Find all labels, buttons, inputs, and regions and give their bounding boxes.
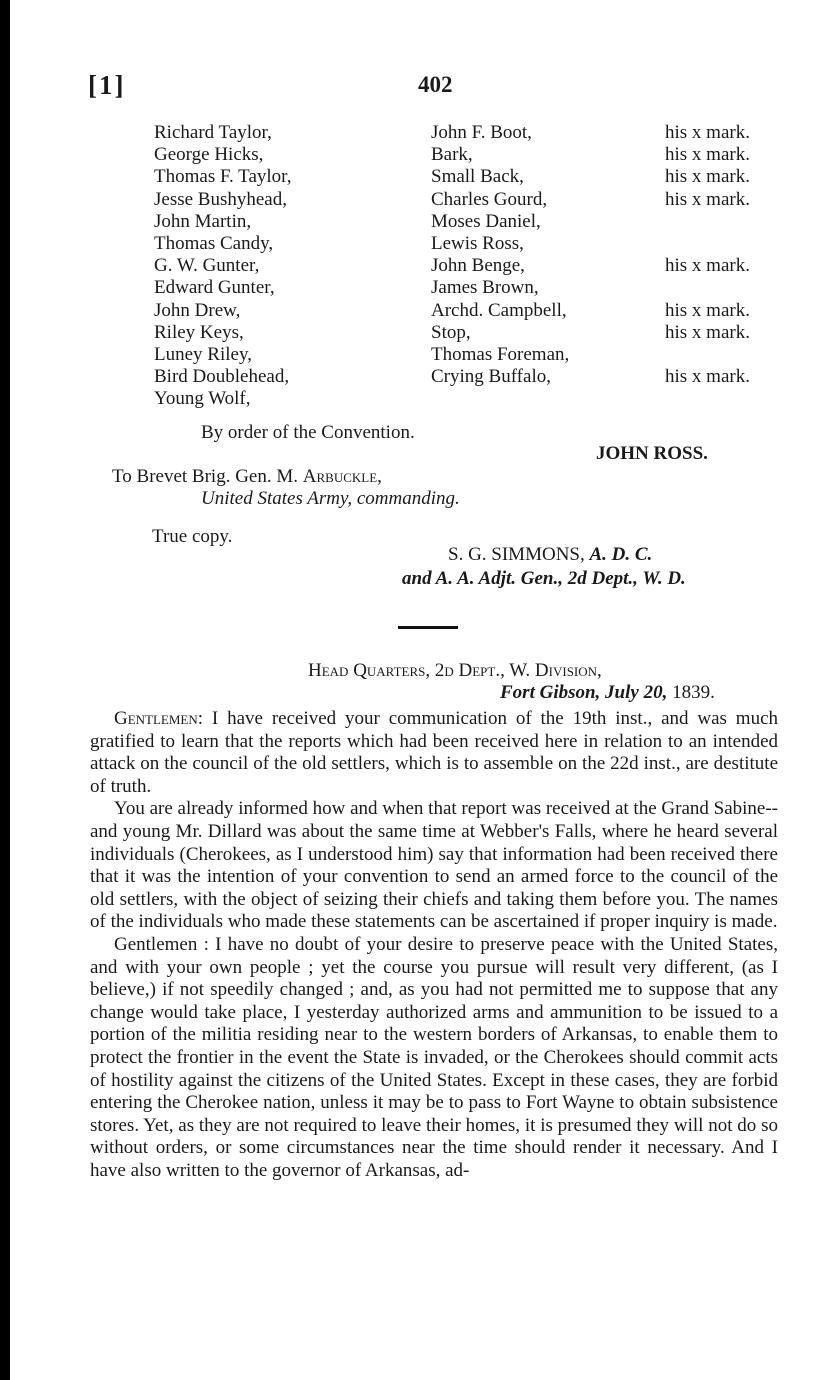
signature-mark: his x mark. [665,366,750,388]
copy-signer-name: S. G. SIMMONS, [448,544,585,565]
copy-signer-title: A. D. C. [589,544,653,565]
letter-year: 1839. [667,682,715,703]
signature-row [0,322,818,344]
signature-middle-name: Bark, [431,144,473,166]
signature-row [0,166,818,188]
salutation: Gentlemen [114,708,198,729]
signature-left-name: John Martin, [154,210,252,232]
convention-signer: JOHN ROSS. [596,443,708,464]
signature-middle-name: James Brown, [431,277,539,299]
signature-row [0,233,818,255]
signature-middle-name: Crying Buffalo, [431,366,551,388]
signature-row [0,388,818,410]
paragraph-3: Gentlemen : I have no doubt of your desire to preserve peace with the United States, and with your own people ; yet the course you pursue will result very different, (as I believe,) if not speedily changed ; and, as you had not permitted me to suppose that any change would take place, I yesterday authorized arms and ammunition to be issued to a portion of the militia residing near to the western borders of Arkansas, to enable them to protect the frontier in the event the State is invaded, or the Cherokees should commit acts of hostility against the citizens of the United States. Except in these cases, they are forbid entering the Cherokee nation, unless it may be to pass to Fort Wayne to obtain subsistence stores. Yet, as they are not required to leave their homes, it is presumed they will not do so without orders, or some circumstances near the time should render it necessary. And I have also written to the governor of Arkansas, ad- [90,933,778,1181]
signature-mark: his x mark. [665,144,750,166]
signature-list [0,122,818,410]
signature-left-name: John Drew, [154,299,241,321]
signature-middle-name: Stop, [431,321,471,343]
signature-middle-name: Lewis Ross, [431,232,524,254]
page-number: 402 [418,72,453,97]
signature-middle-name: Moses Daniel, [431,210,541,232]
true-copy-label: True copy. [152,526,233,547]
addressee-line-1 [112,466,382,488]
signature-left-name: Riley Keys, [154,321,244,343]
signature-left-name: Young Wolf, [154,388,251,410]
signature-mark: his x mark. [665,255,750,277]
signature-row [0,344,818,366]
signature-left-name: Thomas F. Taylor, [154,166,292,188]
addressee-line-2: United States Army, commanding. [201,488,460,509]
paragraph-1-text: : I have received your communication of the 19th inst., and was much gratified to learn that the reports which had been received here in relation to an intended attack on the council of the old settlers, which is to assemble on the 22d inst., are destitute of truth. [90,708,778,797]
signature-middle-name: Small Back, [431,166,524,188]
letter-place-date: Fort Gibson, July 20, [500,682,668,703]
signature-row [0,122,818,144]
copy-signer-line-2: and A. A. Adjt. Gen., 2d Dept., W. D. [402,568,686,589]
letter-date-line [500,682,715,704]
signature-middle-name: Thomas Foreman, [431,343,570,365]
paragraph-1 [90,708,778,798]
section-divider [398,626,458,629]
letter-heading: Head Quarters, 2d Dept., W. Division, [308,660,602,681]
signature-row [0,277,818,299]
signature-row [0,366,818,388]
letter-body [90,708,778,1182]
signature-middle-name: John Benge, [431,255,525,277]
signature-middle-name: Archd. Campbell, [431,299,567,321]
signature-row [0,211,818,233]
addressee-name: Arbuckle, [302,466,382,487]
copy-signer-line-1 [448,544,652,566]
signature-mark: his x mark. [665,122,750,143]
signature-mark: his x mark. [665,166,750,188]
signature-left-name: Thomas Candy, [154,232,274,254]
addressee-prefix: To Brevet Brig. Gen. M. [112,466,303,487]
paragraph-2: You are already informed how and when that report was received at the Grand Sabine--and young Mr. Dillard was about the same time at Webber's Falls, where he heard several individuals (Cherokees, as I understood him) say that information had been received there that it was the intention of your convention to send an armed force to the council of the old settlers, with the object of seizing their chiefs and taking them before you. The names of the individuals who made these statements can be ascertained if proper inquiry is made. [90,798,778,933]
signature-left-name: Luney Riley, [154,343,252,365]
signature-row [0,300,818,322]
signature-mark: his x mark. [665,188,750,210]
signature-left-name: Edward Gunter, [154,277,275,299]
signature-left-name: G. W. Gunter, [154,255,260,277]
signature-left-name: Jesse Bushyhead, [154,188,287,210]
signature-left-name: George Hicks, [154,144,264,166]
signature-row [0,255,818,277]
signature-mark: his x mark. [665,299,750,321]
signature-left-name: Bird Doublehead, [154,366,290,388]
signature-mark: his x mark. [665,321,750,343]
signature-middle-name: Charles Gourd, [431,188,548,210]
signature-row [0,144,818,166]
signature-row [0,189,818,211]
convention-order: By order of the Convention. [201,422,415,443]
signature-left-name: Richard Taylor, [154,122,272,143]
signature-middle-name: John F. Boot, [431,122,532,143]
document-reference: [1] [88,70,126,100]
